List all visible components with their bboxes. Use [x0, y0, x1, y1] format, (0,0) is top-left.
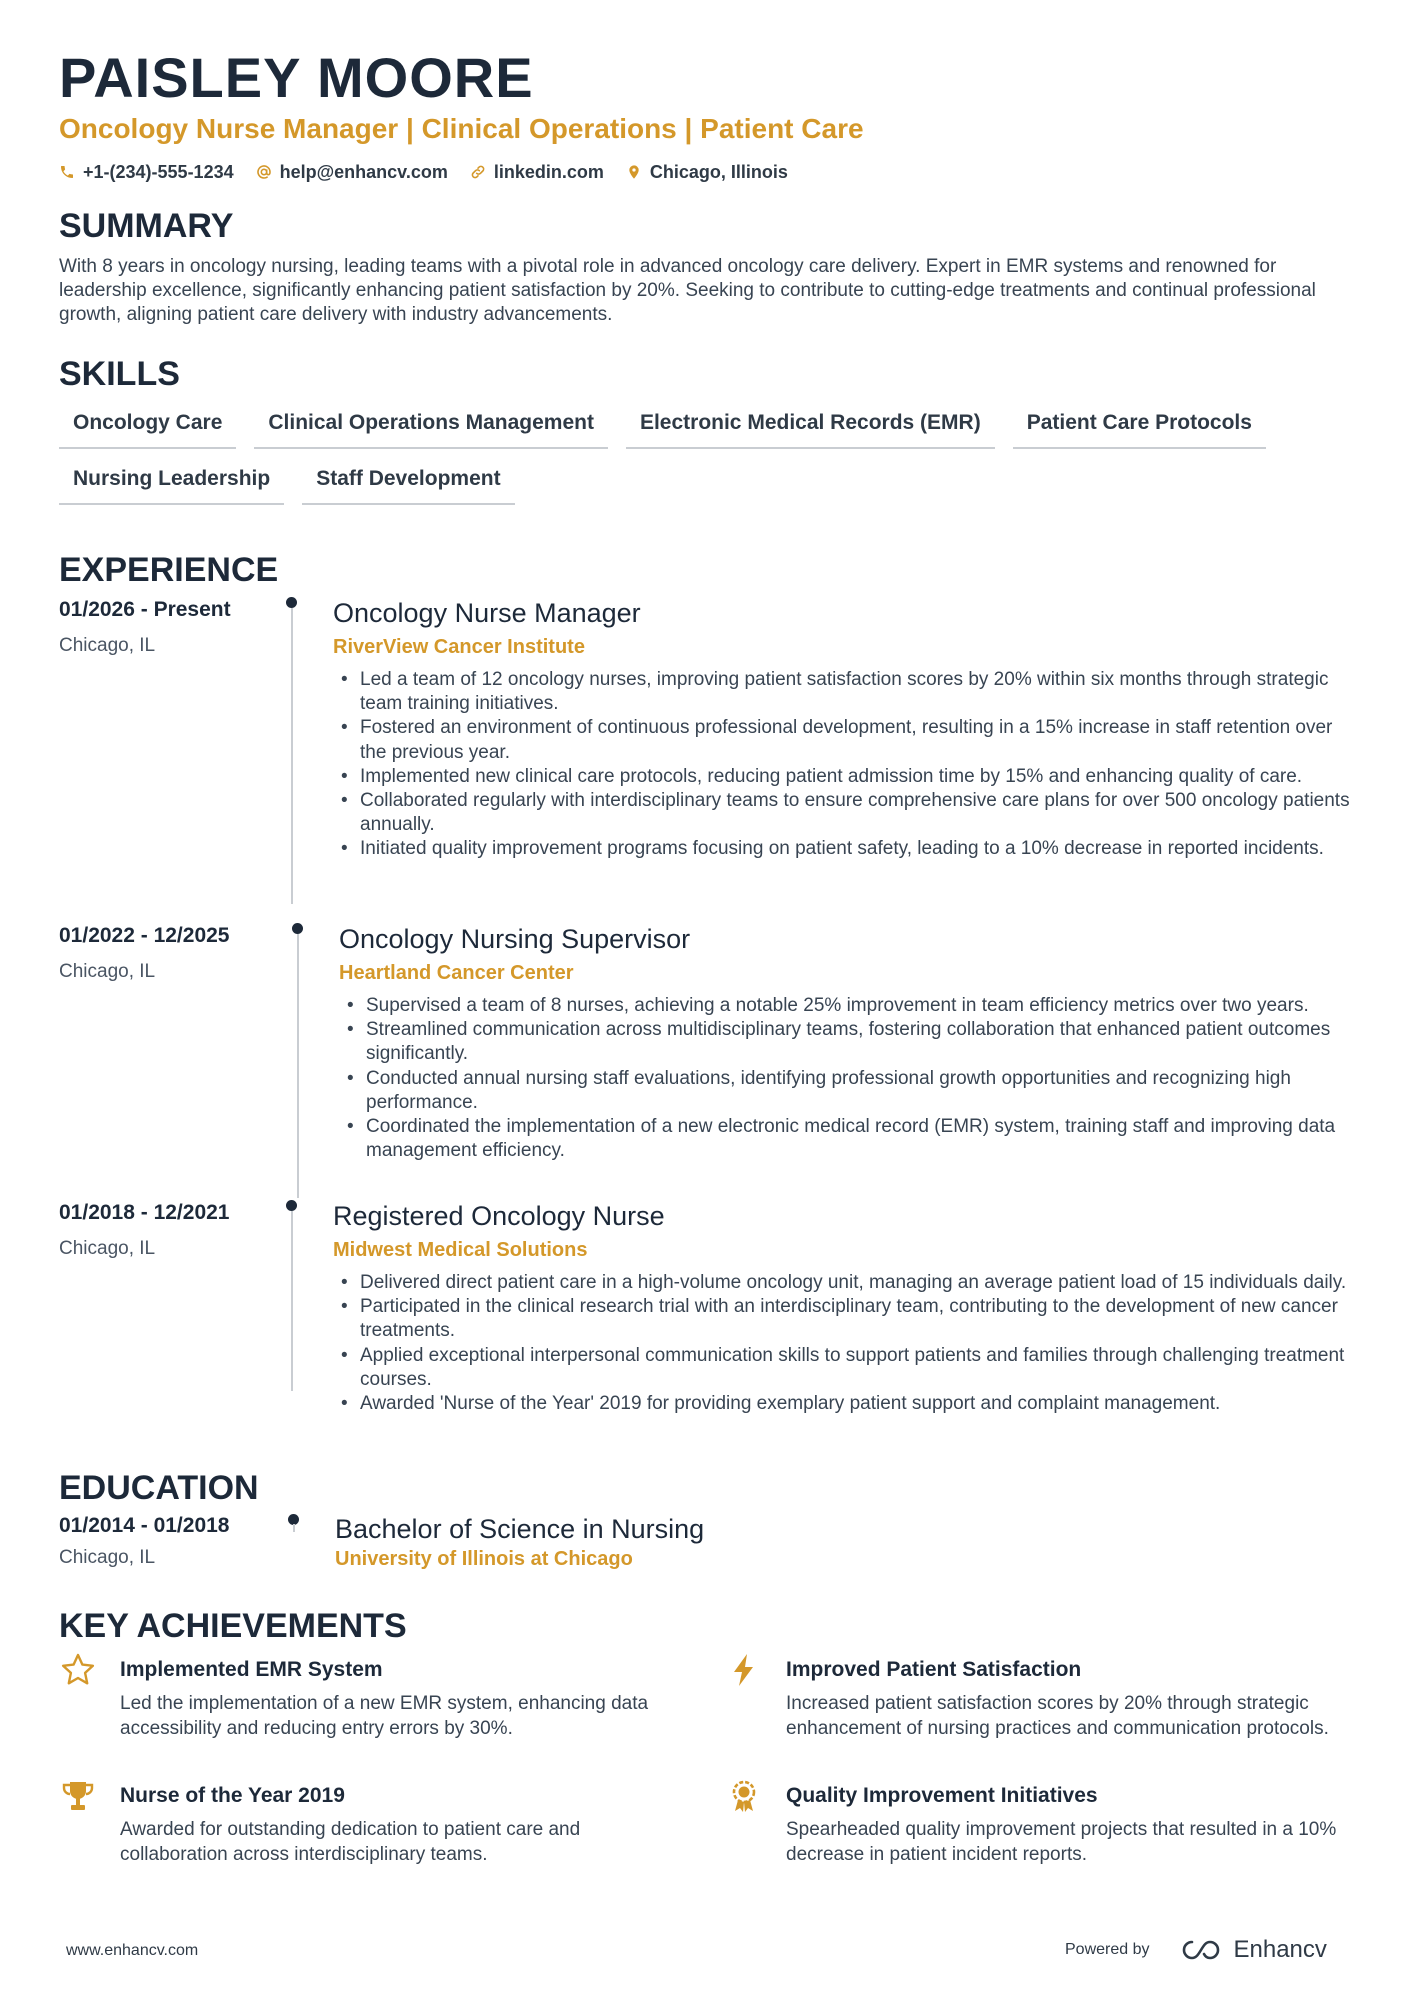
contact-phone[interactable]: [59, 160, 234, 184]
skill-tag: Patient Care Protocols: [1013, 405, 1266, 449]
phone-icon: [59, 164, 75, 180]
job-role: Registered Oncology Nurse: [333, 1201, 665, 1231]
footer-website[interactable]: www.enhancv.com: [66, 1942, 199, 1959]
achievement-title: Improved Patient Satisfaction: [786, 1658, 1082, 1681]
job-dates: 01/2022 - 12/2025: [59, 924, 230, 947]
timeline-line: [293, 1524, 295, 1532]
education-heading: EDUCATION: [59, 1469, 259, 1507]
summary-text: With 8 years in oncology nursing, leading teams with a pivotal role in advanced oncology care delivery. Expert in EMR systems and renowned for leadership excellence, significantly enhancing patient satisfaction by 20%. Seeking to contribute to cutting-edge treatments and continual professional growth, aligning patient care delivery with industry advancements.: [59, 256, 1316, 325]
skills-heading: SKILLS: [59, 355, 180, 393]
achievements-heading: KEY ACHIEVEMENTS: [59, 1607, 407, 1645]
list-item: • Supervised a team of 8 nurses, achieving a notable 25% improvement in team efficiency metrics over two years.: [339, 994, 1359, 1018]
job-bullets: [333, 668, 1353, 862]
footer-brand-area: [1065, 1936, 1327, 1964]
job-bullets: [333, 1271, 1353, 1416]
trophy-icon: [60, 1778, 96, 1814]
skill-tag: Nursing Leadership: [59, 461, 284, 505]
phone-text: +1-(234)-555-1234: [83, 162, 234, 182]
achievement-title: Quality Improvement Initiatives: [786, 1784, 1098, 1807]
skill-tag: Staff Development: [302, 461, 514, 505]
powered-by-text: Powered by: [1065, 1941, 1150, 1958]
email-text: help@enhancv.com: [279, 162, 448, 182]
job-dates: 01/2018 - 12/2021: [59, 1201, 230, 1224]
achievement-desc: Increased patient satisfaction scores by 20% through strategic enhancement of nursing practices and communication protocols.: [786, 1693, 1329, 1739]
timeline-line: [291, 608, 293, 904]
timeline-dot: [292, 923, 303, 934]
education-entry: [59, 1512, 1359, 1572]
list-item: • Collaborated regularly with interdisciplinary teams to ensure comprehensive care plans for over 500 oncology patients annually.: [333, 789, 1353, 837]
candidate-title: Oncology Nurse Manager | Clinical Operations | Patient Care: [59, 113, 864, 144]
contact-bar: [59, 160, 788, 184]
contact-location: [626, 160, 788, 184]
list-item: • Participated in the clinical research trial with an interdisciplinary team, contributing to the development of new cancer treatments.: [333, 1295, 1353, 1343]
brand-name: Enhancv: [1233, 1936, 1327, 1963]
job-location: Chicago, IL: [59, 1238, 156, 1259]
timeline-dot: [286, 597, 297, 608]
timeline-line: [297, 934, 299, 1198]
education-dates: 01/2014 - 01/2018: [59, 1514, 230, 1537]
location-pin-icon: [626, 164, 642, 180]
at-icon: [256, 164, 272, 180]
job-dates: 01/2026 - Present: [59, 598, 231, 621]
experience-heading: EXPERIENCE: [59, 551, 279, 589]
achievement-desc: Spearheaded quality improvement projects that resulted in a 10% decrease in patient incident reports.: [786, 1819, 1337, 1865]
job-company: RiverView Cancer Institute: [333, 636, 585, 658]
enhancv-logo-icon: [1178, 1938, 1224, 1962]
list-item: • Awarded 'Nurse of the Year' 2019 for providing exemplary patient support and complaint management.: [333, 1392, 1353, 1416]
skills-list: [59, 405, 1359, 505]
education-location: Chicago, IL: [59, 1547, 156, 1568]
contact-linkedin[interactable]: [470, 160, 604, 184]
achievement-title: Implemented EMR System: [120, 1658, 383, 1681]
experience-entry: [59, 596, 1359, 906]
job-role: Oncology Nurse Manager: [333, 598, 641, 628]
location-text: Chicago, Illinois: [649, 162, 788, 182]
list-item: • Fostered an environment of continuous professional development, resulting in a 15% increase in staff retention over the previous year.: [333, 716, 1353, 764]
job-location: Chicago, IL: [59, 961, 156, 982]
education-degree: Bachelor of Science in Nursing: [335, 1514, 705, 1544]
star-icon: [60, 1652, 96, 1688]
list-item: • Streamlined communication across multidisciplinary teams, fostering collaboration that enhanced patient outcomes significantly.: [339, 1018, 1359, 1066]
list-item: • Applied exceptional interpersonal communication skills to support patients and families through challenging treatment courses.: [333, 1344, 1353, 1392]
list-item: • Initiated quality improvement programs focusing on patient safety, leading to a 10% decrease in reported incidents.: [333, 837, 1353, 861]
achievement-item: [726, 1778, 1346, 1868]
achievement-item: [60, 1652, 680, 1742]
lightning-icon: [726, 1652, 762, 1688]
achievement-desc: Awarded for outstanding dedication to patient care and collaboration across interdisciplinary teams.: [120, 1819, 581, 1865]
achievement-desc: Led the implementation of a new EMR system, enhancing data accessibility and reducing entry errors by 30%.: [120, 1693, 649, 1739]
brand-logo[interactable]: [1178, 1936, 1327, 1964]
timeline-line: [291, 1211, 293, 1391]
job-location: Chicago, IL: [59, 635, 156, 656]
job-bullets: [339, 994, 1359, 1163]
link-icon: [470, 164, 486, 180]
skill-tag: Electronic Medical Records (EMR): [626, 405, 995, 449]
summary-heading: SUMMARY: [59, 207, 234, 245]
contact-email[interactable]: [256, 160, 448, 184]
achievement-title: Nurse of the Year 2019: [120, 1784, 345, 1807]
experience-entry: [59, 922, 1359, 1190]
job-company: Heartland Cancer Center: [339, 962, 574, 984]
achievement-item: [726, 1652, 1346, 1762]
skill-tag: Oncology Care: [59, 405, 236, 449]
achievement-item: [60, 1778, 680, 1868]
list-item: • Led a team of 12 oncology nurses, improving patient satisfaction scores by 20% within six months through strategic team training initiatives.: [333, 668, 1353, 716]
list-item: • Delivered direct patient care in a high-volume oncology unit, managing an average patient load of 15 individuals daily.: [333, 1271, 1353, 1295]
medal-icon: [726, 1778, 762, 1814]
job-company: Midwest Medical Solutions: [333, 1239, 588, 1261]
job-role: Oncology Nursing Supervisor: [339, 924, 691, 954]
experience-entry: [59, 1199, 1359, 1449]
timeline-dot: [286, 1200, 297, 1211]
education-school: University of Illinois at Chicago: [335, 1548, 633, 1570]
skill-tag: Clinical Operations Management: [254, 405, 608, 449]
list-item: • Coordinated the implementation of a new electronic medical record (EMR) system, training staff and improving data management efficiency.: [339, 1115, 1359, 1163]
linkedin-text: linkedin.com: [493, 162, 604, 182]
list-item: • Conducted annual nursing staff evaluations, identifying professional growth opportunities and recognizing high performance.: [339, 1067, 1359, 1115]
candidate-name: PAISLEY MOORE: [59, 46, 534, 109]
list-item: • Implemented new clinical care protocols, reducing patient admission time by 15% and enhancing quality of care.: [333, 765, 1353, 789]
